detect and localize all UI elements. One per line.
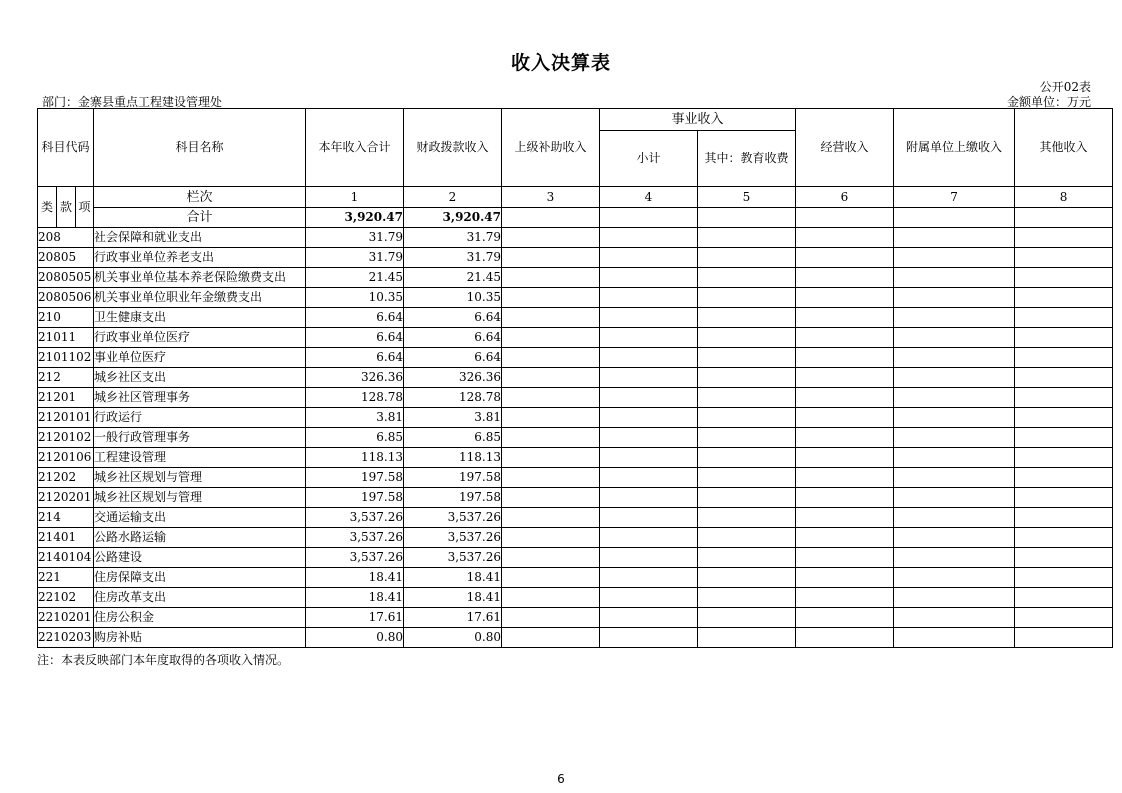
empty-cell bbox=[698, 508, 796, 528]
empty-cell bbox=[698, 628, 796, 648]
row-code: 212 bbox=[38, 368, 94, 388]
row-total: 21.45 bbox=[306, 268, 404, 288]
row-fiscal: 118.13 bbox=[404, 448, 502, 468]
row-name: 城乡社区规划与管理 bbox=[94, 468, 306, 488]
empty-cell bbox=[796, 408, 894, 428]
empty-cell bbox=[502, 388, 600, 408]
empty-cell bbox=[698, 528, 796, 548]
row-fiscal: 31.79 bbox=[404, 228, 502, 248]
empty-cell bbox=[894, 328, 1015, 348]
row-name: 行政运行 bbox=[94, 408, 306, 428]
income-table bbox=[37, 108, 1113, 648]
empty-cell bbox=[1015, 588, 1113, 608]
table-row bbox=[38, 528, 1113, 548]
empty-cell bbox=[1015, 288, 1113, 308]
row-name: 卫生健康支出 bbox=[94, 308, 306, 328]
empty-cell bbox=[796, 448, 894, 468]
row-fiscal: 6.64 bbox=[404, 308, 502, 328]
row-code: 2101102 bbox=[38, 348, 94, 368]
row-fiscal: 6.85 bbox=[404, 428, 502, 448]
row-fiscal: 31.79 bbox=[404, 248, 502, 268]
row-name: 城乡社区规划与管理 bbox=[94, 488, 306, 508]
column-number: 1 bbox=[306, 187, 404, 208]
row-fiscal: 3,537.26 bbox=[404, 528, 502, 548]
empty-cell bbox=[796, 268, 894, 288]
header-lei: 类 bbox=[38, 187, 57, 228]
empty-cell bbox=[894, 348, 1015, 368]
table-row bbox=[38, 428, 1113, 448]
page-title: 收入决算表 bbox=[510, 52, 611, 74]
header-fiscal: 财政拨款收入 bbox=[404, 109, 502, 187]
empty-cell bbox=[894, 548, 1015, 568]
column-number: 5 bbox=[698, 187, 796, 208]
empty-cell bbox=[600, 328, 698, 348]
empty-cell bbox=[698, 268, 796, 288]
row-total: 3.81 bbox=[306, 408, 404, 428]
column-index-label: 栏次 bbox=[94, 187, 306, 208]
empty-cell bbox=[796, 468, 894, 488]
row-name: 交通运输支出 bbox=[94, 508, 306, 528]
empty-cell bbox=[502, 248, 600, 268]
row-total: 0.80 bbox=[306, 628, 404, 648]
table-row bbox=[38, 228, 1113, 248]
empty-cell bbox=[796, 608, 894, 628]
empty-cell bbox=[1015, 488, 1113, 508]
empty-cell bbox=[894, 428, 1015, 448]
header-kuan: 款 bbox=[57, 187, 76, 228]
empty-cell bbox=[502, 408, 600, 428]
row-fiscal: 3.81 bbox=[404, 408, 502, 428]
empty-cell bbox=[600, 568, 698, 588]
row-fiscal: 326.36 bbox=[404, 368, 502, 388]
row-code: 20805 bbox=[38, 248, 94, 268]
row-name: 行政事业单位养老支出 bbox=[94, 248, 306, 268]
empty-cell bbox=[796, 428, 894, 448]
row-code: 21201 bbox=[38, 388, 94, 408]
empty-cell bbox=[894, 308, 1015, 328]
empty-cell bbox=[600, 388, 698, 408]
empty-cell bbox=[600, 588, 698, 608]
row-fiscal: 0.80 bbox=[404, 628, 502, 648]
empty-cell bbox=[796, 228, 894, 248]
empty-cell bbox=[796, 248, 894, 268]
row-fiscal: 17.61 bbox=[404, 608, 502, 628]
row-code: 21401 bbox=[38, 528, 94, 548]
empty-cell bbox=[796, 508, 894, 528]
empty-cell bbox=[698, 568, 796, 588]
empty-cell bbox=[698, 388, 796, 408]
empty-cell bbox=[502, 568, 600, 588]
row-code: 2140104 bbox=[38, 548, 94, 568]
empty-cell bbox=[502, 528, 600, 548]
empty-cell bbox=[698, 248, 796, 268]
empty-cell bbox=[600, 528, 698, 548]
empty-cell bbox=[894, 408, 1015, 428]
empty-cell bbox=[894, 248, 1015, 268]
row-total: 197.58 bbox=[306, 468, 404, 488]
row-total: 18.41 bbox=[306, 568, 404, 588]
empty-cell bbox=[600, 408, 698, 428]
table-row bbox=[38, 468, 1113, 488]
column-number: 3 bbox=[502, 187, 600, 208]
empty-cell bbox=[600, 468, 698, 488]
table-row bbox=[38, 408, 1113, 428]
empty-cell bbox=[698, 368, 796, 388]
header-xiang: 项 bbox=[76, 187, 94, 228]
row-fiscal: 6.64 bbox=[404, 348, 502, 368]
table-row bbox=[38, 368, 1113, 388]
row-total: 118.13 bbox=[306, 448, 404, 468]
empty-cell bbox=[894, 628, 1015, 648]
row-code: 2120102 bbox=[38, 428, 94, 448]
empty-cell bbox=[796, 348, 894, 368]
empty-cell bbox=[894, 368, 1015, 388]
empty-cell bbox=[1015, 428, 1113, 448]
empty-cell bbox=[1015, 388, 1113, 408]
row-code: 2120106 bbox=[38, 448, 94, 468]
empty-cell bbox=[698, 448, 796, 468]
empty-cell bbox=[1015, 448, 1113, 468]
empty-cell bbox=[502, 468, 600, 488]
empty-cell bbox=[600, 448, 698, 468]
empty-cell bbox=[502, 368, 600, 388]
column-number: 4 bbox=[600, 187, 698, 208]
empty-cell bbox=[894, 508, 1015, 528]
empty-cell bbox=[600, 508, 698, 528]
row-code: 21011 bbox=[38, 328, 94, 348]
empty-cell bbox=[502, 308, 600, 328]
table-row bbox=[38, 608, 1113, 628]
empty-cell bbox=[796, 548, 894, 568]
empty-cell bbox=[698, 228, 796, 248]
header-affiliate: 附属单位上缴收入 bbox=[894, 109, 1015, 187]
empty-cell bbox=[502, 608, 600, 628]
empty-cell bbox=[1015, 228, 1113, 248]
row-code: 22102 bbox=[38, 588, 94, 608]
empty-cell bbox=[796, 528, 894, 548]
row-name: 住房改革支出 bbox=[94, 588, 306, 608]
empty-cell bbox=[1015, 248, 1113, 268]
empty-cell bbox=[600, 228, 698, 248]
row-name: 公路建设 bbox=[94, 548, 306, 568]
empty-cell bbox=[894, 388, 1015, 408]
empty-cell bbox=[698, 608, 796, 628]
table-row bbox=[38, 628, 1113, 648]
row-total: 6.64 bbox=[306, 308, 404, 328]
empty-cell bbox=[894, 448, 1015, 468]
row-name: 机关事业单位基本养老保险缴费支出 bbox=[94, 268, 306, 288]
row-fiscal: 18.41 bbox=[404, 588, 502, 608]
row-code: 221 bbox=[38, 568, 94, 588]
row-total: 3,537.26 bbox=[306, 508, 404, 528]
table-row bbox=[38, 288, 1113, 308]
row-total: 6.85 bbox=[306, 428, 404, 448]
row-total: 31.79 bbox=[306, 228, 404, 248]
empty-cell bbox=[502, 428, 600, 448]
row-fiscal: 6.64 bbox=[404, 328, 502, 348]
row-total: 197.58 bbox=[306, 488, 404, 508]
department-label: 部门：金寨县重点工程建设管理处 bbox=[42, 95, 223, 109]
empty-cell bbox=[1015, 368, 1113, 388]
empty-cell bbox=[502, 348, 600, 368]
empty-cell bbox=[796, 588, 894, 608]
empty-cell bbox=[502, 508, 600, 528]
row-fiscal: 3,537.26 bbox=[404, 508, 502, 528]
empty-cell bbox=[698, 488, 796, 508]
empty-cell bbox=[1015, 528, 1113, 548]
row-name: 工程建设管理 bbox=[94, 448, 306, 468]
empty-cell bbox=[1015, 628, 1113, 648]
empty-cell bbox=[600, 628, 698, 648]
table-row bbox=[38, 308, 1113, 328]
empty-cell bbox=[502, 448, 600, 468]
row-total: 3,537.26 bbox=[306, 548, 404, 568]
row-fiscal: 197.58 bbox=[404, 468, 502, 488]
table-row bbox=[38, 268, 1113, 288]
table-row bbox=[38, 348, 1113, 368]
table-row bbox=[38, 548, 1113, 568]
row-code: 2120101 bbox=[38, 408, 94, 428]
column-number: 7 bbox=[894, 187, 1015, 208]
row-total: 31.79 bbox=[306, 248, 404, 268]
empty-cell bbox=[600, 248, 698, 268]
row-name: 行政事业单位医疗 bbox=[94, 328, 306, 348]
row-code: 208 bbox=[38, 228, 94, 248]
empty-cell bbox=[600, 428, 698, 448]
row-total: 18.41 bbox=[306, 588, 404, 608]
empty-cell bbox=[600, 308, 698, 328]
empty-cell bbox=[796, 368, 894, 388]
header-other: 其他收入 bbox=[1015, 109, 1113, 187]
table-row bbox=[38, 448, 1113, 468]
header-subtotal: 小计 bbox=[600, 131, 698, 187]
row-name: 住房公积金 bbox=[94, 608, 306, 628]
empty-cell bbox=[894, 268, 1015, 288]
row-name: 社会保障和就业支出 bbox=[94, 228, 306, 248]
column-number: 2 bbox=[404, 187, 502, 208]
sum-fiscal: 3,920.47 bbox=[404, 208, 502, 228]
empty-cell bbox=[894, 608, 1015, 628]
table-row bbox=[38, 508, 1113, 528]
row-total: 6.64 bbox=[306, 328, 404, 348]
empty-cell bbox=[698, 408, 796, 428]
empty-cell bbox=[894, 528, 1015, 548]
row-name: 城乡社区管理事务 bbox=[94, 388, 306, 408]
header-name: 科目名称 bbox=[94, 109, 306, 187]
row-fiscal: 18.41 bbox=[404, 568, 502, 588]
empty-cell bbox=[502, 288, 600, 308]
row-code: 2120201 bbox=[38, 488, 94, 508]
row-name: 住房保障支出 bbox=[94, 568, 306, 588]
empty-cell bbox=[698, 308, 796, 328]
table-note: 注：本表反映部门本年度取得的各项收入情况。 bbox=[37, 653, 290, 667]
column-number: 8 bbox=[1015, 187, 1113, 208]
empty-cell bbox=[1015, 308, 1113, 328]
row-total: 6.64 bbox=[306, 348, 404, 368]
row-name: 购房补贴 bbox=[94, 628, 306, 648]
row-total: 10.35 bbox=[306, 288, 404, 308]
row-code: 210 bbox=[38, 308, 94, 328]
empty-cell bbox=[796, 288, 894, 308]
row-code: 2210203 bbox=[38, 628, 94, 648]
empty-cell bbox=[1015, 508, 1113, 528]
empty-cell bbox=[796, 308, 894, 328]
empty-cell bbox=[1015, 408, 1113, 428]
row-total: 326.36 bbox=[306, 368, 404, 388]
empty-cell bbox=[600, 348, 698, 368]
row-fiscal: 197.58 bbox=[404, 488, 502, 508]
row-fiscal: 3,537.26 bbox=[404, 548, 502, 568]
row-fiscal: 21.45 bbox=[404, 268, 502, 288]
empty-cell bbox=[698, 428, 796, 448]
empty-cell bbox=[1015, 548, 1113, 568]
form-number: 公开02表 bbox=[1039, 80, 1091, 94]
row-fiscal: 10.35 bbox=[404, 288, 502, 308]
empty-cell bbox=[502, 548, 600, 568]
empty-cell bbox=[1015, 608, 1113, 628]
empty-cell bbox=[796, 388, 894, 408]
empty-cell bbox=[894, 488, 1015, 508]
table-row bbox=[38, 328, 1113, 348]
table-row bbox=[38, 488, 1113, 508]
empty-cell bbox=[600, 608, 698, 628]
empty-cell bbox=[796, 628, 894, 648]
row-fiscal: 128.78 bbox=[404, 388, 502, 408]
empty-cell bbox=[1015, 348, 1113, 368]
empty-cell bbox=[1015, 328, 1113, 348]
empty-cell bbox=[894, 468, 1015, 488]
empty-cell bbox=[1015, 268, 1113, 288]
sum-total: 3,920.47 bbox=[306, 208, 404, 228]
empty-cell bbox=[502, 268, 600, 288]
empty-cell bbox=[502, 328, 600, 348]
empty-cell bbox=[796, 568, 894, 588]
empty-cell bbox=[600, 268, 698, 288]
page-number: 6 bbox=[557, 772, 565, 786]
empty-cell bbox=[698, 468, 796, 488]
empty-cell bbox=[796, 328, 894, 348]
table-row bbox=[38, 588, 1113, 608]
row-code: 2080505 bbox=[38, 268, 94, 288]
empty-cell bbox=[502, 588, 600, 608]
empty-cell bbox=[894, 288, 1015, 308]
empty-cell bbox=[502, 628, 600, 648]
table-row bbox=[38, 388, 1113, 408]
empty-cell bbox=[894, 228, 1015, 248]
row-total: 128.78 bbox=[306, 388, 404, 408]
table-row bbox=[38, 248, 1113, 268]
header-business: 事业收入 bbox=[600, 109, 796, 131]
empty-cell bbox=[1015, 468, 1113, 488]
empty-cell bbox=[894, 588, 1015, 608]
column-number: 6 bbox=[796, 187, 894, 208]
row-name: 城乡社区支出 bbox=[94, 368, 306, 388]
empty-cell bbox=[600, 488, 698, 508]
row-code: 21202 bbox=[38, 468, 94, 488]
row-code: 214 bbox=[38, 508, 94, 528]
empty-cell bbox=[600, 548, 698, 568]
unit-label: 金额单位：万元 bbox=[1006, 95, 1091, 109]
header-operation: 经营收入 bbox=[796, 109, 894, 187]
row-code: 2080506 bbox=[38, 288, 94, 308]
row-name: 机关事业单位职业年金缴费支出 bbox=[94, 288, 306, 308]
row-name: 公路水路运输 bbox=[94, 528, 306, 548]
empty-cell bbox=[1015, 568, 1113, 588]
empty-cell bbox=[502, 228, 600, 248]
empty-cell bbox=[698, 288, 796, 308]
header-education: 其中：教育收费 bbox=[698, 131, 796, 187]
row-name: 一般行政管理事务 bbox=[94, 428, 306, 448]
row-total: 3,537.26 bbox=[306, 528, 404, 548]
row-code: 2210201 bbox=[38, 608, 94, 628]
empty-cell bbox=[698, 328, 796, 348]
empty-cell bbox=[502, 488, 600, 508]
sum-label: 合计 bbox=[94, 208, 306, 228]
empty-cell bbox=[698, 548, 796, 568]
table-row bbox=[38, 568, 1113, 588]
row-name: 事业单位医疗 bbox=[94, 348, 306, 368]
empty-cell bbox=[698, 348, 796, 368]
empty-cell bbox=[600, 368, 698, 388]
header-superior: 上级补助收入 bbox=[502, 109, 600, 187]
empty-cell bbox=[894, 568, 1015, 588]
header-total: 本年收入合计 bbox=[306, 109, 404, 187]
empty-cell bbox=[796, 488, 894, 508]
row-total: 17.61 bbox=[306, 608, 404, 628]
empty-cell bbox=[698, 588, 796, 608]
empty-cell bbox=[600, 288, 698, 308]
header-code: 科目代码 bbox=[38, 109, 94, 187]
